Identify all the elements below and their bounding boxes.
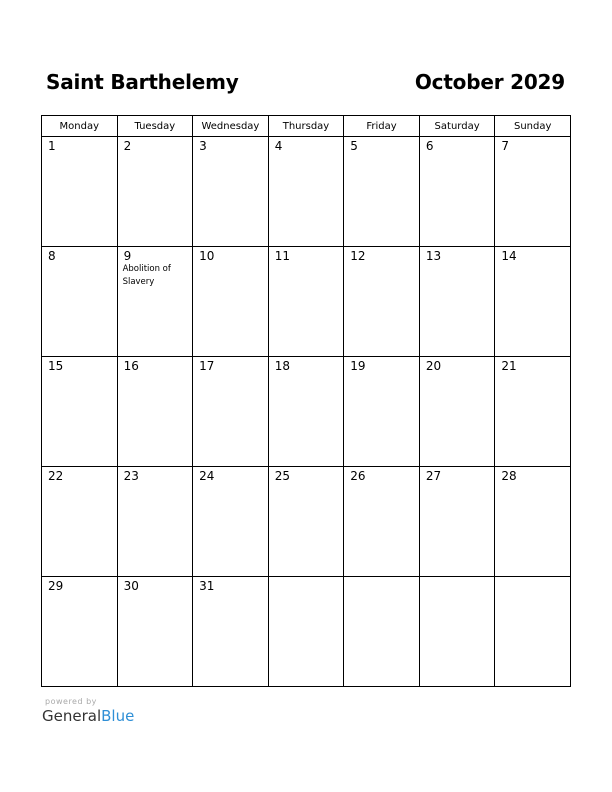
weekday-header: Wednesday <box>193 116 269 137</box>
logo-text-general: General <box>42 707 102 725</box>
day-number: 9 <box>123 249 132 263</box>
day-cell <box>42 247 118 357</box>
day-number: 5 <box>350 139 358 153</box>
day-number <box>495 577 570 579</box>
weekday-header: Saturday <box>419 116 495 137</box>
day-cell <box>42 467 118 577</box>
day-number: 6 <box>425 139 434 153</box>
day-number: 3 <box>199 139 207 153</box>
day-cell <box>193 137 269 247</box>
day-number: 27 <box>425 469 442 483</box>
day-number: 15 <box>48 359 64 373</box>
day-cell <box>495 577 571 687</box>
day-number: 14 <box>501 249 517 263</box>
day-cell <box>419 467 495 577</box>
day-number: 26 <box>350 469 366 483</box>
footer-branding <box>42 697 134 725</box>
week-row <box>42 137 571 247</box>
day-cell <box>495 247 571 357</box>
day-number: 31 <box>199 579 215 593</box>
day-number: 18 <box>274 359 290 373</box>
powered-by-text: powered by <box>45 697 97 706</box>
day-number <box>269 577 344 579</box>
day-number: 19 <box>350 359 366 373</box>
week-row <box>42 467 571 577</box>
day-cell <box>344 137 420 247</box>
day-cell <box>344 247 420 357</box>
day-cell <box>117 247 193 357</box>
day-number <box>344 577 419 579</box>
day-cell <box>344 577 420 687</box>
day-number: 29 <box>48 579 64 593</box>
weekday-header: Sunday <box>495 116 571 137</box>
day-cell <box>193 357 269 467</box>
day-number: 22 <box>48 469 64 483</box>
day-number: 30 <box>123 579 139 593</box>
day-cell <box>344 467 420 577</box>
weekday-header: Friday <box>344 116 420 137</box>
day-number: 24 <box>199 469 215 483</box>
day-number: 28 <box>501 469 517 483</box>
day-cell <box>268 357 344 467</box>
day-number: 10 <box>199 249 215 263</box>
day-cell <box>193 577 269 687</box>
day-number: 2 <box>123 139 132 153</box>
day-cell <box>42 137 118 247</box>
day-number: 7 <box>501 139 510 153</box>
day-cell <box>117 137 193 247</box>
day-cell <box>344 357 420 467</box>
country-title: Saint Barthelemy <box>46 70 239 94</box>
day-number: 17 <box>199 359 215 373</box>
day-cell <box>419 357 495 467</box>
day-cell <box>268 577 344 687</box>
day-cell <box>419 247 495 357</box>
day-number <box>420 577 495 579</box>
day-cell <box>193 467 269 577</box>
day-number: 8 <box>48 249 56 263</box>
day-number: 16 <box>123 359 139 373</box>
day-cell <box>193 247 269 357</box>
day-cell <box>42 357 118 467</box>
weekday-header: Monday <box>42 116 118 137</box>
holiday-label: Abolition of Slavery <box>122 264 171 287</box>
weekday-header-row <box>42 116 571 137</box>
day-number: 4 <box>274 139 283 153</box>
day-number: 23 <box>123 469 139 483</box>
day-cell <box>495 357 571 467</box>
weekday-header: Tuesday <box>117 116 193 137</box>
logo-text-blue: Blue <box>101 707 135 725</box>
day-number: 20 <box>425 359 442 373</box>
day-cell <box>495 467 571 577</box>
day-cell <box>268 467 344 577</box>
day-number: 1 <box>48 139 56 153</box>
weekday-header: Thursday <box>268 116 344 137</box>
day-number: 12 <box>350 249 366 263</box>
day-cell <box>268 137 344 247</box>
week-row <box>42 577 571 687</box>
generalblue-logo[interactable] <box>42 707 134 725</box>
month-year-title: October 2029 <box>414 70 565 94</box>
day-cell <box>42 577 118 687</box>
week-row <box>42 357 571 467</box>
day-number: 21 <box>501 359 517 373</box>
day-number: 13 <box>425 249 442 263</box>
day-cell <box>268 247 344 357</box>
day-number: 11 <box>274 249 290 263</box>
week-row <box>42 247 571 357</box>
day-cell <box>117 467 193 577</box>
day-cell <box>419 137 495 247</box>
day-cell <box>495 137 571 247</box>
calendar-grid <box>41 115 571 687</box>
day-cell <box>117 357 193 467</box>
day-number: 25 <box>274 469 290 483</box>
day-cell <box>117 577 193 687</box>
day-cell <box>419 577 495 687</box>
